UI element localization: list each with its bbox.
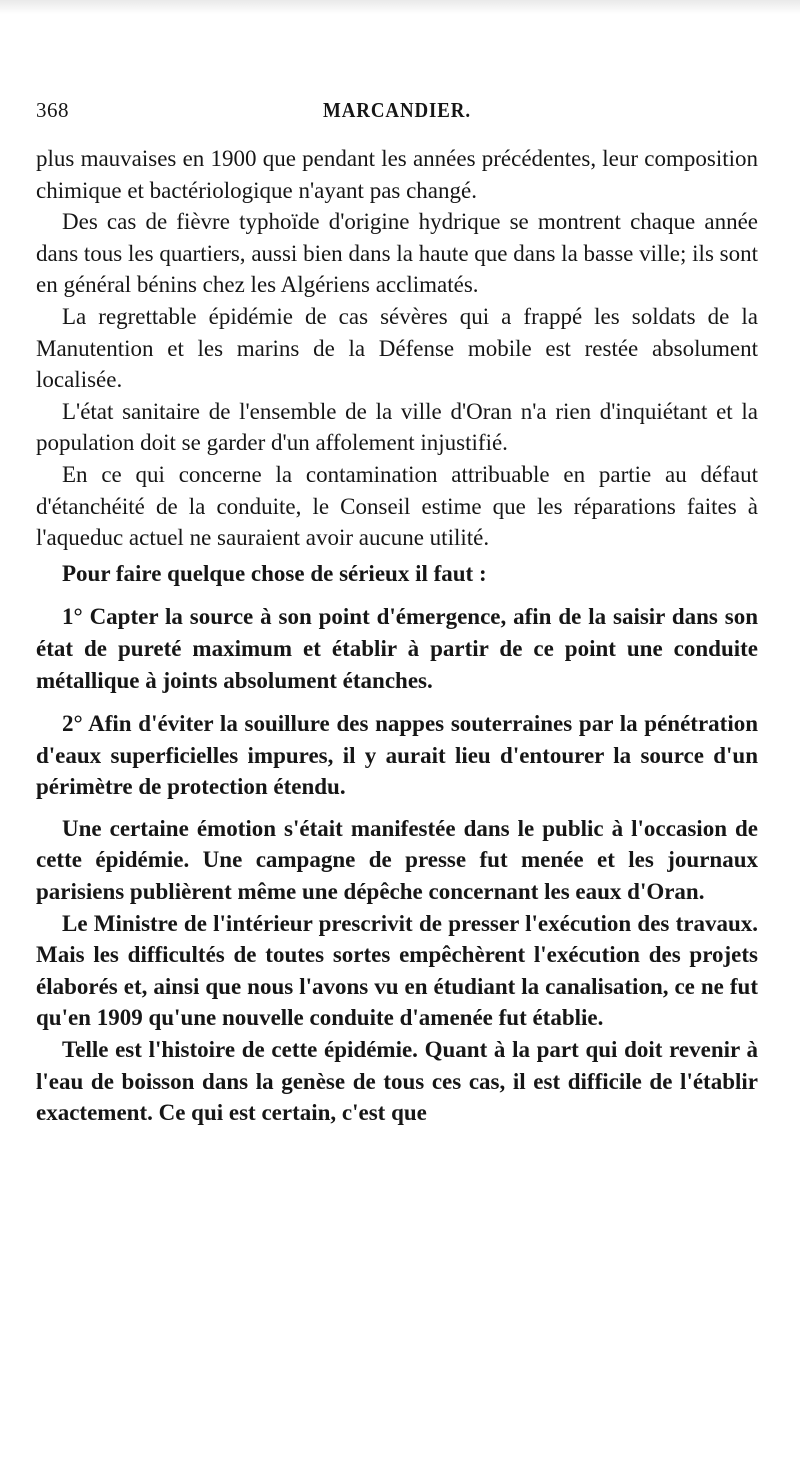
list-item: 1° Capter la source à son point d'émergence, afin de la saisir dans son état de pureté maximum et établir à partir de ce point une conduite métallique à joints absolument étanches. (36, 604, 758, 693)
running-title: MARCANDIER. (323, 98, 471, 122)
body-text (36, 143, 758, 1129)
page-header (36, 98, 758, 128)
paragraph-continued: plus mauvaises en 1900 que pendant les années précédentes, leur composition chimique et bactériologique n'ayant pas changé. (36, 146, 758, 203)
paragraph: Telle est l'histoire de cette épidémie. Quant à la part qui doit revenir à l'eau de boisson dans la genèse de tous ces cas, il est difficile de l'établir exactement. Ce qui est certain, c'est que (36, 1037, 758, 1126)
paragraph: En ce qui concerne la contamination attribuable en partie au défaut d'étanchéité de la conduite, le Conseil estime que les réparations faites à l'aqueduc actuel ne sauraient avoir aucune utilité. (36, 461, 758, 551)
paragraph: Des cas de fièvre typhoïde d'origine hydrique se montrent chaque année dans tous les quartiers, aussi bien dans la haute que dans la basse ville; ils sont en général bénins chez les Algériens acclimatés. (36, 209, 758, 298)
list-intro: Pour faire quelque chose de sérieux il faut : (62, 560, 487, 586)
page-top-edge (0, 0, 800, 14)
paragraph: Le Ministre de l'intérieur prescrivit de presser l'exécution des travaux. Mais les difficultés de toutes sortes empêchèrent l'exécution des projets élaborés et, ainsi que nous l'avons vu en étudiant la canalisation, ce ne fut qu'en 1909 qu'une nouvelle conduite d'amenée fut établie. (36, 910, 758, 1031)
paragraph: La regrettable épidémie de cas sévères qui a frappé les soldats de la Manutention et les marins de la Défense mobile est restée absolument localisée. (36, 303, 758, 393)
paragraph: Une certaine émotion s'était manifestée dans le public à l'occasion de cette épidémie. Une campagne de presse fut menée et les journaux parisiens publièrent même une dépêche concernant les eaux d'Oran. (36, 815, 758, 905)
list-item: 2° Afin d'éviter la souillure des nappes souterraines par la pénétration d'eaux superficielles impures, il y aurait lieu d'entourer la source d'un périmètre de protection étendu. (36, 711, 758, 800)
page-number: 368 (36, 98, 69, 122)
paragraph: L'état sanitaire de l'ensemble de la ville d'Oran n'a rien d'inquiétant et la population doit se garder d'un affolement injustifié. (36, 398, 758, 456)
